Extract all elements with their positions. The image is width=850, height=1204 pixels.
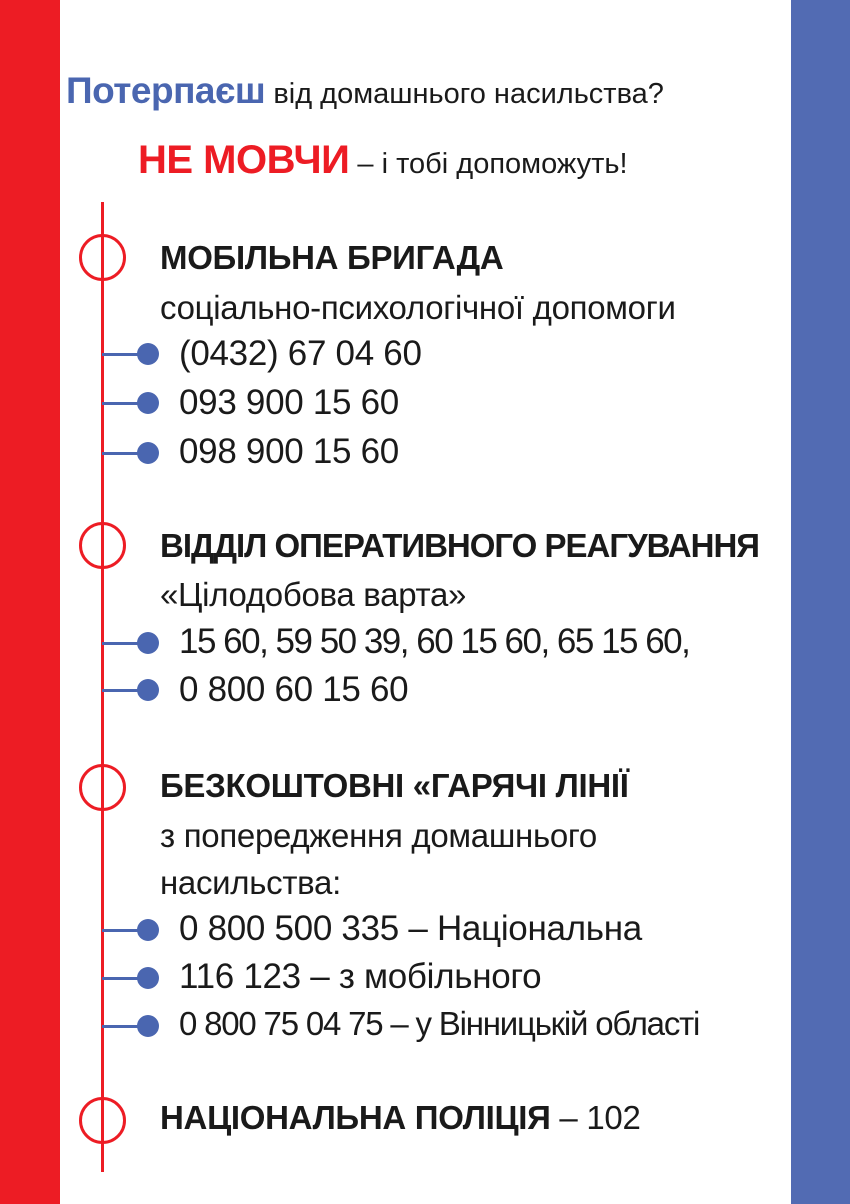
bullet-dot-icon [137,442,159,464]
headline-line-2 [138,138,788,183]
timeline-ring-icon [79,1097,126,1144]
bullet-dot-icon [137,343,159,365]
headline-line-1 [66,70,790,112]
bullet-dot-icon [137,1015,159,1037]
section-subtitle-mobile-team: соціально-психологічної допомоги [160,289,676,326]
timeline-ring-icon [79,522,126,569]
section-title-operative-response: ВІДДІЛ ОПЕРАТИВНОГО РЕАГУВАННЯ [160,527,760,564]
bullet-dot-icon [137,392,159,414]
phone-number[interactable]: 093 900 15 60 [179,383,399,422]
headline-accent-suffer: Потерпаєш [66,70,266,111]
phone-number[interactable]: 0 800 60 15 60 [179,670,409,709]
right-blue-stripe [791,0,850,1204]
section-title-mobile-team: МОБІЛЬНА БРИГАДА [160,239,504,276]
headline-rest-1: від домашнього насильства? [265,78,664,110]
phone-number[interactable]: 116 123 – з мобільного [179,957,542,996]
phone-number[interactable]: (0432) 67 04 60 [179,334,422,373]
phone-number[interactable]: 098 900 15 60 [179,432,399,471]
phone-number[interactable]: 15 60, 59 50 39, 60 15 60, 65 15 60, [179,622,690,661]
headline-rest-2: – і тобі допоможуть! [349,148,628,180]
phone-number[interactable]: 0 800 500 335 – Національна [179,909,642,948]
phone-number[interactable]: 0 800 75 04 75 – у Вінницькій області [179,1005,700,1042]
bullet-dot-icon [137,632,159,654]
section-title-hotlines: БЕЗКОШТОВНІ «ГАРЯЧІ ЛІНІЇ [160,767,629,804]
bullet-dot-icon [137,967,159,989]
bullet-dot-icon [137,679,159,701]
section-title-police-row [160,1099,641,1137]
section-title-police: НАЦІОНАЛЬНА ПОЛІЦІЯ [160,1099,551,1136]
section-subtitle-operative-response: «Цілодобова варта» [160,576,467,613]
section-subtitle-hotlines-2: насильства: [160,864,341,901]
police-number[interactable]: – 102 [550,1099,641,1136]
left-red-stripe [0,0,60,1204]
timeline-ring-icon [79,764,126,811]
timeline-ring-icon [79,234,126,281]
headline-accent-dont-be-silent: НЕ МОВЧИ [138,138,350,182]
section-subtitle-hotlines: з попередження домашнього [160,817,597,854]
bullet-dot-icon [137,919,159,941]
